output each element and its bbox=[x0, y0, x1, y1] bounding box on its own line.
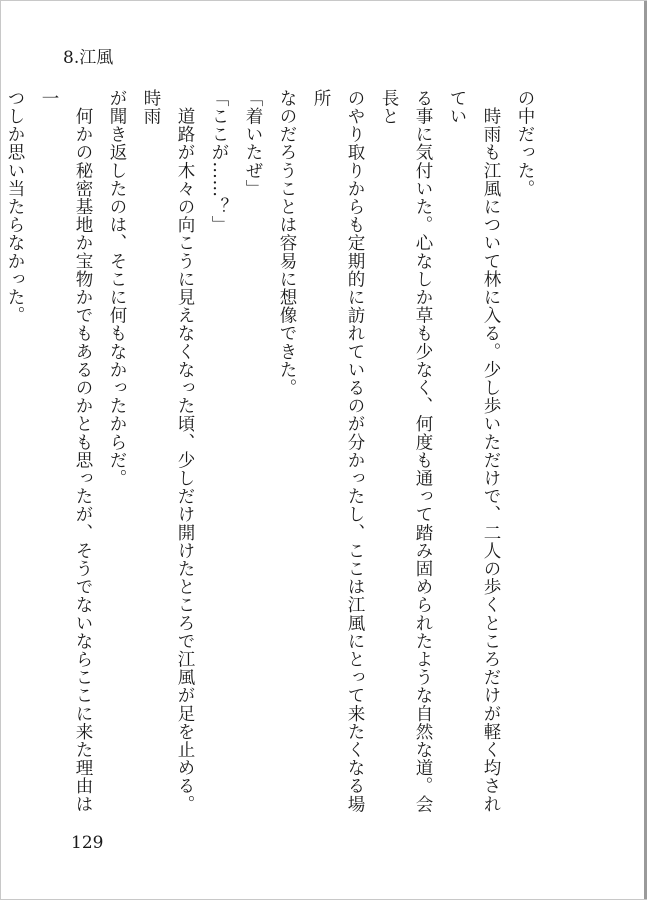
text-line: 時雨も江風について林に入る。少し歩いただけで、二人の歩くところだけが軽く均されてい bbox=[447, 89, 501, 813]
text-line: つしか思い当たらなかった。 bbox=[5, 89, 25, 325]
text-line: 何かの秘密基地か宝物かでもあるのかとも思ったが、そうでないならここに来た理由は一 bbox=[39, 89, 93, 813]
text-line: 道路が木々の向こうに見えなくなった頃、少しだけ開けたところで江風が足を止める。時雨 bbox=[141, 89, 195, 813]
page-number: 129 bbox=[71, 833, 104, 853]
text-line: 「着いたぜ」 bbox=[243, 89, 263, 198]
text-line: の中だった。 bbox=[515, 89, 535, 198]
chapter-running-head: 8.江風 bbox=[63, 48, 114, 68]
text-line: 「ここが……？」 bbox=[209, 89, 229, 234]
text-line: る事に気付いた。心なしか草も少なく、何度も通って踏み固められたような自然な道。会長と bbox=[379, 89, 433, 813]
text-line: のやり取りからも定期的に訪れているのが分かったし、ここは江風にとって来たくなる場所 bbox=[311, 89, 365, 813]
body-text-vertical bbox=[5, 89, 542, 819]
text-line: が聞き返したのは、そこに何もなかったからだ。 bbox=[107, 89, 127, 488]
text-line: なのだろうことは容易に想像できた。 bbox=[277, 89, 297, 397]
